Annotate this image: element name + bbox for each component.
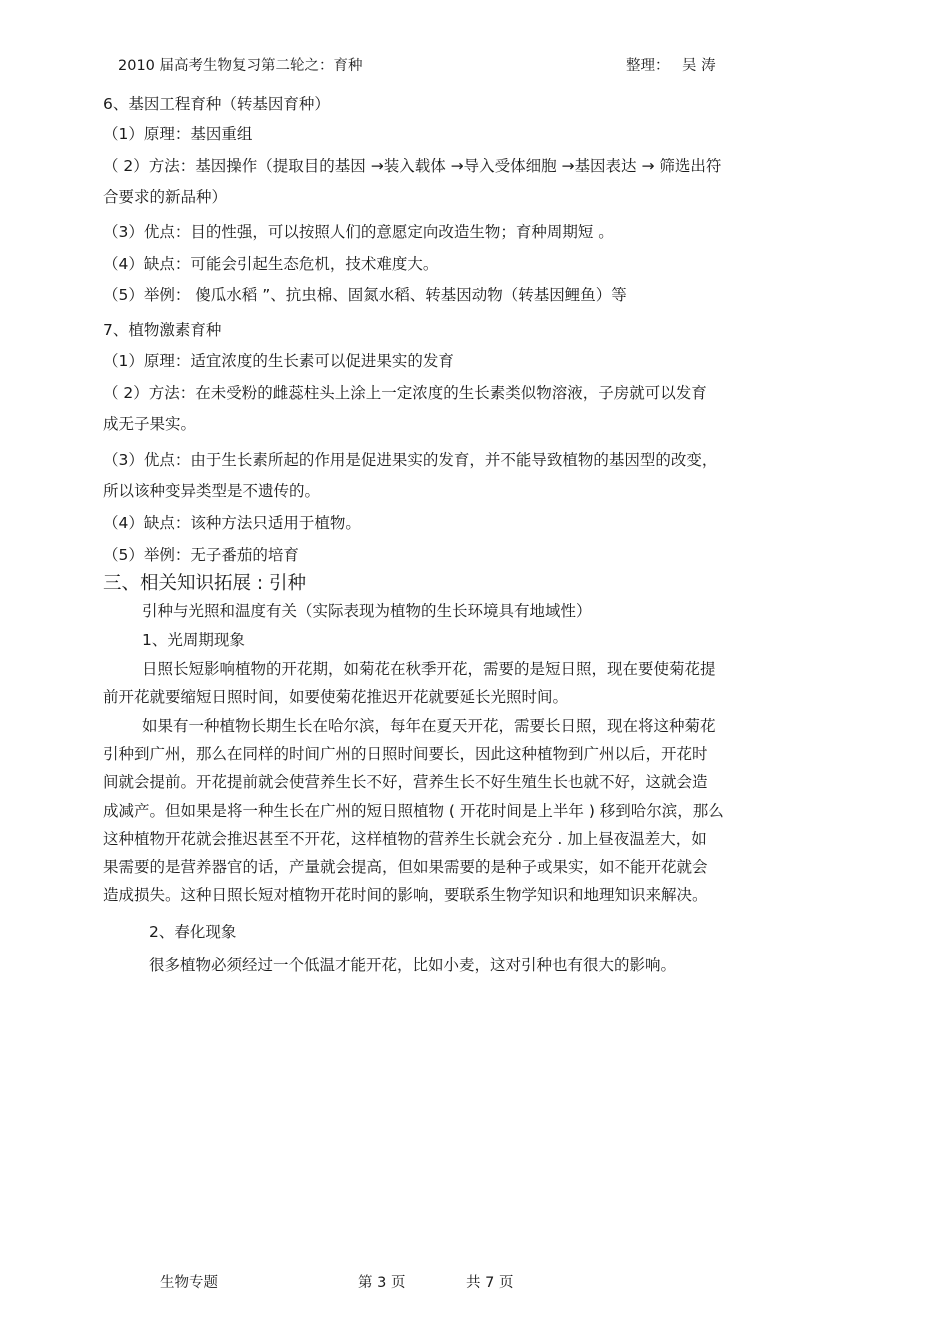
sub1-para2-line: 这种植物开花就会推迟甚至不开花，这样植物的营养生长就会充分 . 加上昼夜温差大，如 (103, 830, 707, 848)
sub1-para1-line: 日照长短影响植物的开花期，如菊花在秋季开花，需要的是短日照，现在要使菊花提 (142, 660, 716, 678)
section7-method-line2: 成无子果实。 (103, 415, 197, 433)
compiler-name: 吴 涛 (682, 58, 716, 74)
sub1-para2-line: 引种到广州，那么在同样的时间广州的日照时间要长，因此这种植物到广州以后，开花时 (103, 745, 708, 763)
sub1-para2-line: 造成损失。这种日照长短对植物开花时间的影响，要联系生物学知识和地理知识来解决。 (103, 886, 708, 904)
section6-method-line1: （ 2）方法：基因操作（提取目的基因 →装入载体 →导入受体细胞 →基因表达 → 筛选出符 (103, 157, 722, 175)
section6-heading: 6、基因工程育种（转基因育种） (103, 95, 330, 113)
section7-heading: 7、植物激素育种 (103, 321, 222, 339)
section7-principle: （1）原理：适宜浓度的生长素可以促进果实的发育 (103, 352, 454, 370)
document-title: 2010 届高考生物复习第二轮之：育种 (118, 58, 363, 74)
compiler-label: 整理： (626, 58, 670, 74)
section7-advantage-line2: 所以该种变异类型是不遗传的。 (103, 482, 321, 500)
section3-sub2-title: 2、春化现象 (149, 923, 237, 941)
section3-sub2-para: 很多植物必须经过一个低温才能开花，比如小麦，这对引种也有很大的影响。 (149, 956, 677, 974)
section6-disadvantage: （4）缺点：可能会引起生态危机，技术难度大。 (103, 255, 439, 273)
section7-method-line1: （ 2）方法：在未受粉的雌蕊柱头上涂上一定浓度的生长素类似物溶液，子房就可以发育 (103, 384, 707, 402)
section6-advantage: （3）优点：目的性强，可以按照人们的意愿定向改造生物；育种周期短 。 (103, 223, 614, 241)
sub1-para2-line: 果需要的是营养器官的话，产量就会提高，但如果需要的是种子或果实，如不能开花就会 (103, 858, 708, 876)
footer-subject: 生物专题 (160, 1275, 218, 1291)
section3-intro: 引种与光照和温度有关（实际表现为植物的生长环境具有地域性） (142, 602, 592, 620)
section6-example: （5）举例： 傻瓜水稻 ”、抗虫棉、固氮水稻、转基因动物（转基因鲤鱼）等 (103, 286, 627, 304)
section6-principle: （1）原理：基因重组 (103, 125, 253, 143)
section6-method-line2: 合要求的新品种） (103, 188, 228, 206)
section3-sub1-title: 1、光周期现象 (142, 631, 245, 649)
section7-advantage-line1: （3）优点：由于生长素所起的作用是促进果实的发育，并不能导致植物的基因型的改变， (103, 451, 718, 469)
section7-disadvantage: （4）缺点：该种方法只适用于植物。 (103, 514, 361, 532)
section3-heading: 三、相关知识拓展 : 引种 (103, 573, 306, 594)
footer-page-number: 第 3 页 (358, 1275, 406, 1291)
footer-total-pages: 共 7 页 (466, 1275, 514, 1291)
sub1-para1-line: 前开花就要缩短日照时间，如要使菊花推迟开花就要延长光照时间。 (103, 688, 569, 706)
sub1-para2-line: 成减产。但如果是将一种生长在广州的短日照植物 ( 开花时间是上半年 ) 移到哈尔滨，那么 (103, 802, 724, 820)
sub1-para2-line: 如果有一种植物长期生长在哈尔滨，每年在夏天开花，需要长日照，现在将这种菊花 (142, 717, 716, 735)
sub1-para2-line: 间就会提前。开花提前就会使营养生长不好，营养生长不好生殖生长也就不好，这就会造 (103, 773, 708, 791)
section7-example: （5）举例：无子番茄的培育 (103, 546, 299, 564)
